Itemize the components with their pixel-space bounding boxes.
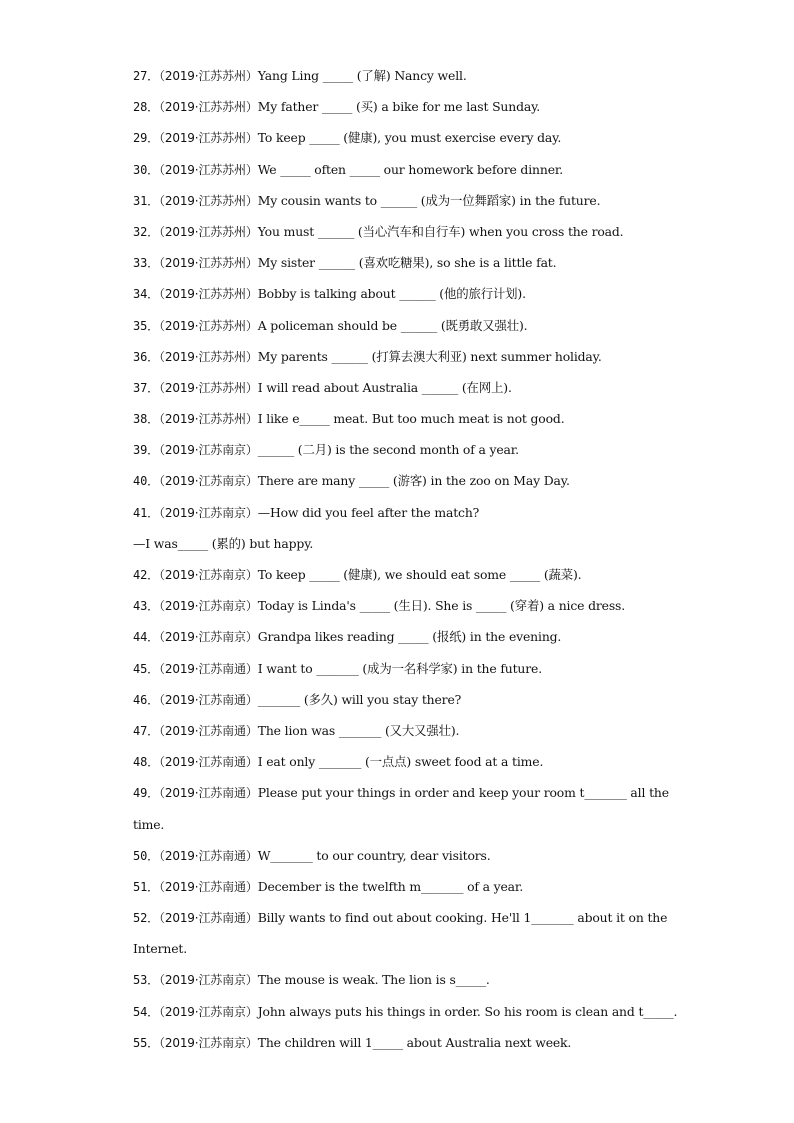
question-text: Today is Linda's _____ (生日). She is _____ (穿着) a nice dress. [257, 598, 626, 614]
question-text: I eat only _______ (一点点) sweet food at a time. [257, 754, 544, 770]
question-number: 51． [133, 879, 159, 894]
question-text: A policeman should be ______ (既勇敢又强壮). [257, 317, 528, 333]
question-number: 53． [133, 973, 159, 988]
question-item [133, 64, 663, 95]
question-item [133, 469, 663, 500]
question-number: 46． [133, 692, 159, 707]
question-item [133, 95, 663, 126]
question-number: 37． [133, 380, 159, 395]
question-item [133, 438, 663, 469]
question-source: （2019·江苏苏州） [159, 412, 258, 427]
question-continuation: time. [133, 816, 165, 832]
question-number: 45． [133, 661, 159, 676]
question-text: My father _____ (买) a bike for me last Sunday. [257, 99, 541, 115]
question-source: （2019·江苏苏州） [159, 131, 258, 146]
question-source: （2019·江苏南通） [159, 755, 258, 770]
question-source: （2019·江苏苏州） [159, 380, 258, 395]
question-source: （2019·江苏南京） [159, 443, 258, 458]
question-number: 35． [133, 318, 159, 333]
question-number: 52． [133, 911, 159, 926]
question-number: 42． [133, 568, 159, 582]
question-text: ______ (二月) is the second month of a year. [257, 442, 519, 458]
question-number: 49． [133, 786, 159, 801]
question-source: （2019·江苏南京） [159, 1004, 258, 1019]
question-source: （2019·江苏苏州） [159, 69, 258, 83]
question-source: （2019·江苏南通） [159, 911, 258, 926]
question-text: —How did you feel after the match? [257, 504, 480, 520]
question-number: 32． [133, 224, 159, 239]
question-text: There are many _____ (游客) in the zoo on May Day. [257, 473, 570, 489]
question-source: （2019·江苏苏州） [159, 162, 258, 177]
question-item [133, 189, 663, 220]
question-item [133, 844, 663, 875]
question-number: 33． [133, 256, 159, 271]
question-item [133, 407, 663, 438]
question-number: 38． [133, 412, 159, 427]
question-text: The lion was _______ (又大又强壮). [257, 722, 460, 738]
question-item [133, 875, 663, 906]
question-source: （2019·江苏苏州） [159, 193, 258, 208]
question-text: You must ______ (当心汽车和自行车) when you cross the road. [257, 223, 624, 239]
question-item [133, 719, 663, 750]
question-continuation: —I was_____ (累的) but happy. [133, 535, 314, 551]
question-source: （2019·江苏苏州） [159, 224, 258, 239]
question-source: （2019·江苏苏州） [159, 318, 258, 333]
question-item [133, 345, 663, 376]
question-item [133, 251, 663, 282]
question-text: My parents ______ (打算去澳大利亚) next summer holiday. [257, 348, 602, 364]
question-item [133, 688, 663, 719]
question-number: 28． [133, 100, 159, 115]
question-text: W_______ to our country, dear visitors. [257, 847, 491, 863]
question-source: （2019·江苏苏州） [159, 287, 258, 302]
question-text: December is the twelfth m_______ of a year. [257, 878, 524, 894]
question-item [133, 563, 663, 594]
question-item [133, 1000, 678, 1031]
question-source: （2019·江苏南京） [159, 599, 258, 614]
question-text: _______ (多久) will you stay there? [257, 691, 462, 707]
question-item [133, 594, 663, 625]
question-number: 30． [133, 162, 159, 177]
question-source: （2019·江苏南通） [159, 692, 258, 707]
question-source: （2019·江苏南通） [159, 661, 258, 676]
question-text: I will read about Australia ______ (在网上). [257, 379, 512, 395]
question-item [133, 314, 663, 345]
question-source: （2019·江苏南京） [159, 1035, 258, 1050]
question-number: 43． [133, 599, 159, 614]
question-source: （2019·江苏苏州） [159, 256, 258, 271]
question-source: （2019·江苏南通） [159, 879, 258, 894]
question-list [133, 64, 678, 1062]
question-text: I like e_____ meat. But too much meat is not good. [257, 411, 565, 427]
question-source: （2019·江苏南京） [159, 568, 258, 582]
question-source: （2019·江苏南通） [159, 786, 258, 801]
question-item [133, 781, 669, 812]
question-item [133, 126, 663, 157]
question-source: （2019·江苏南通） [159, 723, 258, 738]
question-source: （2019·江苏南通） [159, 848, 258, 863]
question-number: 31． [133, 193, 159, 208]
question-number: 50． [133, 848, 159, 863]
question-text: We _____ often _____ our homework before dinner. [257, 161, 564, 177]
question-text: The mouse is weak. The lion is s_____. [257, 972, 490, 988]
question-item [133, 282, 663, 313]
question-text: Grandpa likes reading _____ (报纸) in the evening. [257, 629, 562, 645]
question-item [133, 158, 663, 189]
question-source: （2019·江苏南京） [159, 630, 258, 645]
question-number: 41． [133, 505, 159, 520]
question-text: I want to _______ (成为一名科学家) in the future. [257, 660, 542, 676]
question-text: Yang Ling _____ (了解) Nancy well. [257, 68, 467, 83]
question-item [133, 906, 668, 937]
question-text: To keep _____ (健康), we should eat some _____ (蔬菜). [257, 567, 582, 582]
question-number: 34． [133, 287, 159, 302]
question-text: To keep _____ (健康), you must exercise every day. [257, 130, 562, 146]
question-number: 29． [133, 131, 159, 146]
question-text: Bobby is talking about ______ (他的旅行计划). [257, 286, 526, 302]
question-item [133, 501, 663, 532]
question-text: Billy wants to find out about cooking. He'll 1_______ about it on the [257, 910, 668, 926]
question-text: John always puts his things in order. So his room is clean and t_____. [257, 1003, 678, 1019]
question-source: （2019·江苏南京） [159, 505, 258, 520]
question-text: The children will 1_____ about Australia next week. [257, 1034, 572, 1050]
question-item [133, 968, 663, 999]
question-number: 36． [133, 349, 159, 364]
question-item [133, 625, 663, 656]
question-text: My cousin wants to ______ (成为一位舞蹈家) in the future. [257, 192, 601, 208]
question-number: 39． [133, 443, 159, 458]
question-item [133, 1031, 663, 1062]
question-item [133, 220, 663, 251]
question-source: （2019·江苏苏州） [159, 349, 258, 364]
question-number: 54． [133, 1004, 159, 1019]
question-number: 27． [133, 69, 159, 83]
question-item [133, 376, 663, 407]
question-text: Please put your things in order and keep your room t_______ all the [257, 785, 669, 801]
question-text: My sister ______ (喜欢吃糖果), so she is a little fat. [257, 255, 557, 271]
question-item [133, 657, 663, 688]
question-number: 40． [133, 474, 159, 489]
question-item [133, 750, 663, 781]
question-number: 44． [133, 630, 159, 645]
question-number: 48． [133, 755, 159, 770]
question-number: 47． [133, 723, 159, 738]
question-continuation: Internet. [133, 941, 187, 957]
question-source: （2019·江苏南京） [159, 973, 258, 988]
question-source: （2019·江苏苏州） [159, 100, 258, 115]
question-source: （2019·江苏南京） [159, 474, 258, 489]
question-number: 55． [133, 1035, 159, 1050]
